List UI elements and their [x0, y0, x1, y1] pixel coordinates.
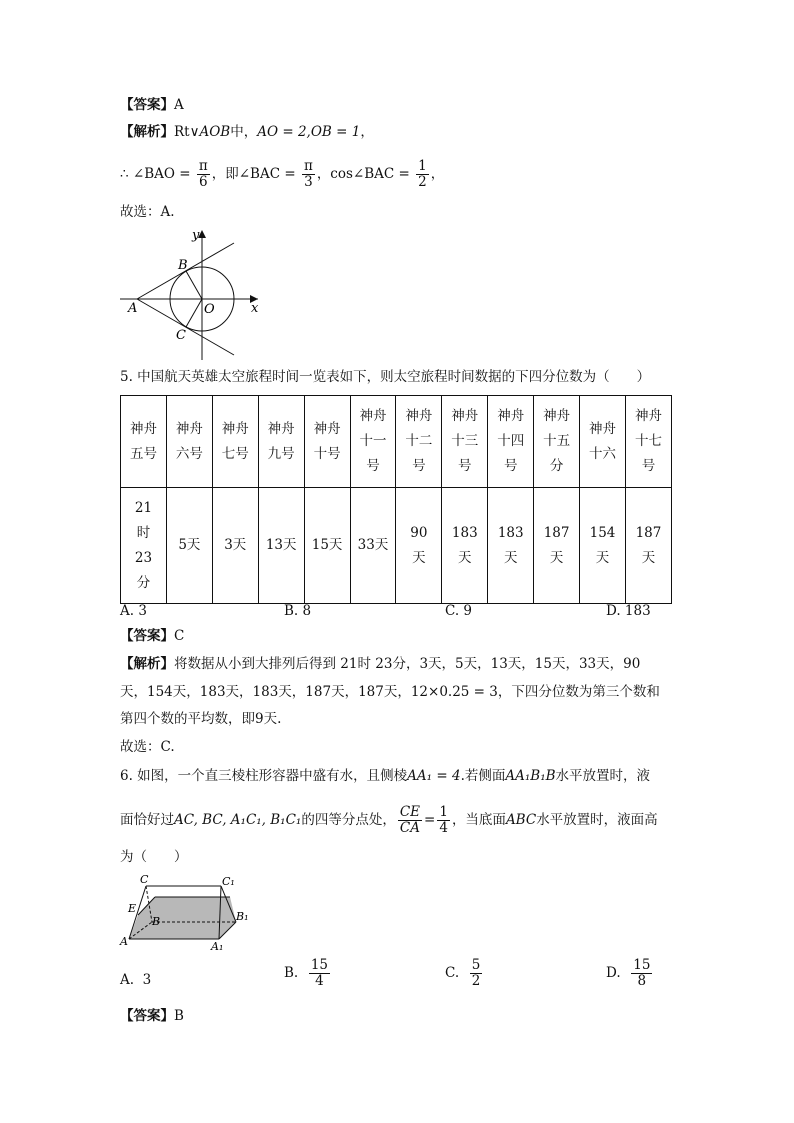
q6-answer-line: 【答案】B [120, 1008, 184, 1024]
q5-answer-line: 【答案】C [120, 628, 185, 644]
table-cell: 神舟 十四 号 [488, 396, 534, 488]
table-cell: 神舟 十七 号 [625, 396, 671, 488]
table-cell: 3天 [212, 488, 258, 604]
q4-analysis-line-2: ∴ ∠BAO = $\frac{\pi}{6}$ ，即∠BAC = $\frac{\pi}{3}$ ，cos∠BAC = $\frac{1}{2}$ ， [120, 158, 445, 190]
svg-text:A: A [128, 301, 138, 316]
q4-answer-value: A [174, 97, 184, 113]
svg-text:B: B [178, 258, 188, 273]
table-cell: 33天 [350, 488, 396, 604]
q5-analysis-line-2: 天，154天，183天，183天，187天，187天，12×0.25 = 3，下四分位数为第三个数和 [120, 684, 660, 700]
q4-circle-tangent-figure [110, 222, 270, 364]
table-cell: 神舟 十三 号 [442, 396, 488, 488]
q6-option-c: C. $\frac{5}{2}$ [445, 957, 481, 989]
q5-data-table [120, 395, 672, 604]
q6-option-d: D. $\frac{15}{8}$ [606, 957, 651, 989]
q6-option-a: A. 3 [120, 972, 152, 988]
svg-text:O: O [204, 302, 215, 317]
table-cell: 90 天 [396, 488, 442, 604]
q4-answer-line [120, 95, 184, 115]
table-cell: 5天 [166, 488, 212, 604]
q6-stem-line-1: 6. 如图，一个直三棱柱形容器中盛有水，且侧棱AA₁ = 4.若侧面AA₁B₁B水平放置时，液 [120, 768, 651, 784]
table-cell: 神舟 十二 号 [396, 396, 442, 488]
svg-text:x: x [251, 301, 259, 316]
table-cell: 神舟 六号 [166, 396, 212, 488]
q5-option-b: B. 8 [284, 603, 312, 619]
q5-option-d: D. 183 [606, 603, 651, 619]
svg-text:C: C [176, 328, 186, 343]
fraction-1-4: $\frac{1}{4}$ [439, 804, 448, 836]
table-cell: 13天 [258, 488, 304, 604]
q4-choose-line: 故选：A. [120, 204, 175, 220]
svg-text:y: y [192, 228, 200, 243]
table-cell: 15天 [304, 488, 350, 604]
table-value-row [121, 488, 672, 604]
fraction-pi-3: $\frac{\pi}{3}$ [303, 158, 313, 190]
table-cell: 神舟 十一 号 [350, 396, 396, 488]
q6-stem-line-2: 面恰好过AC, BC, A₁C₁, B₁C₁的四等分点处， $\frac{CE}{CA}$ = $\frac{1}{4}$ ，当底面ABC水平放置时，液面高 [120, 804, 658, 836]
table-cell: 神舟 十五 分 [534, 396, 580, 488]
table-cell: 183 天 [488, 488, 534, 604]
svg-text:C: C [140, 873, 149, 886]
analysis-label: 【解析】 [120, 124, 174, 140]
q5-choose-line: 故选：C. [120, 739, 175, 755]
table-cell: 神舟 十六 [580, 396, 626, 488]
fraction-pi-6: $\frac{\pi}{6}$ [198, 158, 208, 190]
svg-text:B₁: B₁ [236, 910, 249, 923]
fraction-ce-ca: $\frac{CE}{CA}$ [399, 804, 421, 836]
fraction: $\frac{5}{2}$ [471, 957, 481, 989]
svg-text:A₁: A₁ [211, 940, 224, 952]
q5-option-c: C. 9 [445, 603, 473, 619]
table-cell: 神舟 七号 [212, 396, 258, 488]
answer-label: 【答案】 [120, 97, 174, 113]
svg-text:C₁: C₁ [222, 875, 235, 888]
table-cell: 神舟 九号 [258, 396, 304, 488]
fraction-1-2: $\frac{1}{2}$ [418, 158, 427, 190]
svg-text:E: E [128, 902, 137, 915]
table-cell: 神舟 五号 [121, 396, 167, 488]
q6-prism-figure [118, 872, 258, 952]
table-cell: 183 天 [442, 488, 488, 604]
table-cell: 154 天 [580, 488, 626, 604]
fraction: $\frac{15}{8}$ [633, 957, 651, 989]
q6-option-b: B. $\frac{15}{4}$ [284, 957, 328, 989]
fraction: $\frac{15}{4}$ [310, 957, 328, 989]
q5-analysis-line-3: 第四个数的平均数，即9天. [120, 711, 282, 727]
table-cell: 187 天 [534, 488, 580, 604]
q6-stem-line-3: 为（ ） [120, 849, 188, 865]
table-cell: 21 时 23 分 [121, 488, 167, 604]
svg-text:A: A [120, 935, 128, 948]
q4-analysis-line-1: 【解析】Rt∨AOB中，AO = 2,OB = 1， [120, 124, 374, 140]
table-cell: 神舟 十号 [304, 396, 350, 488]
table-header-row [121, 396, 672, 488]
svg-text:B: B [152, 915, 161, 928]
q5-option-a: A. 3 [120, 603, 147, 619]
q5-analysis-line-1: 【解析】将数据从小到大排列后得到 21时 23分，3天，5天，13天，15天，33天，90 [120, 656, 641, 672]
q5-stem: 5. 中国航天英雄太空旅程时间一览表如下，则太空旅程时间数据的下四分位数为（ ） [120, 369, 651, 385]
table-cell: 187 天 [625, 488, 671, 604]
